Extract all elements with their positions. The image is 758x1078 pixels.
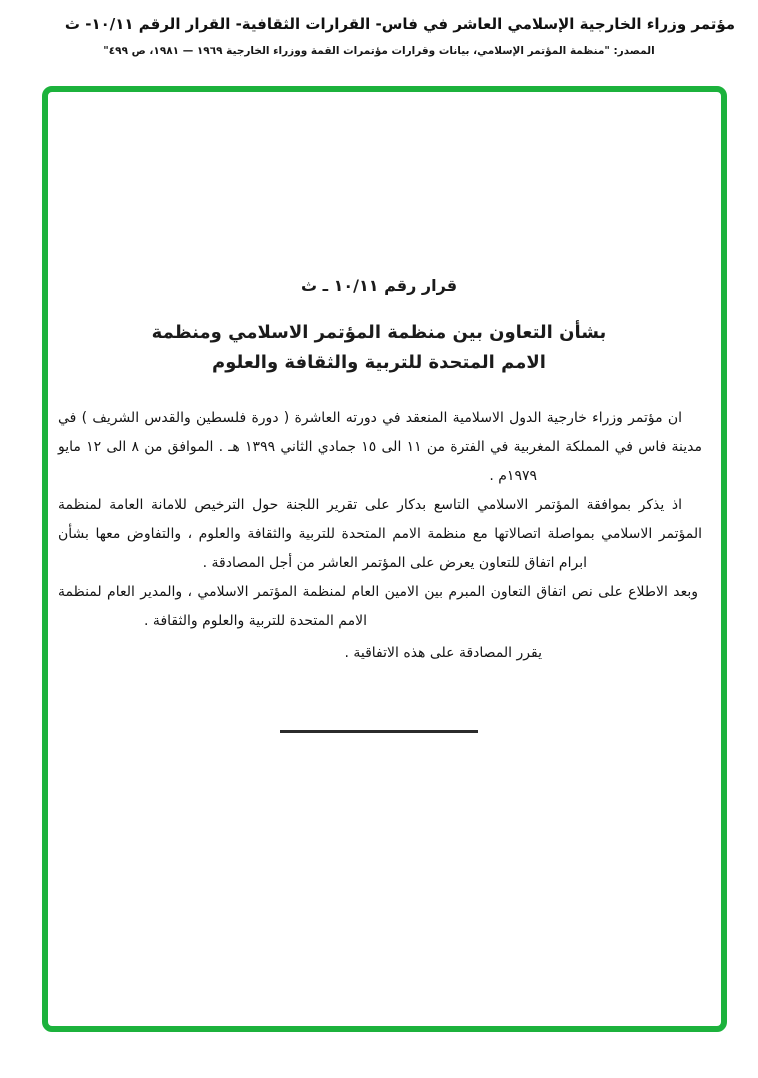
body-line: المؤتمر الاسلامي بمواصلة اتصالاتها مع منظمة الامم المتحدة للتربية والثقافة والعلوم ، والتفاوض معها بشأن (58, 526, 702, 542)
body-line: ان مؤتمر وزراء خارجية الدول الاسلامية المنعقد في دورته العاشرة ( دورة فلسطين والقدس الشريف ) في (58, 410, 682, 426)
header-conference-title: مؤتمر وزراء الخارجية الإسلامي العاشر في فاس- القرارات الثقافية- القرار الرقم ١٠/١١- ث (64, 15, 736, 33)
paragraph-recalling-ninth-conference (58, 491, 702, 578)
paragraph-preamble-session (58, 404, 702, 491)
resolution-subject-heading (0, 318, 758, 378)
body-line: الامم المتحدة للتربية والعلوم والثقافة . (144, 613, 367, 629)
body-line: يقرر المصادقة على هذه الاتفاقية . (344, 645, 542, 661)
body-line: ١٩٧٩م . (489, 468, 537, 484)
signature-divider-line (280, 730, 478, 733)
body-line: اذ يذكر بموافقة المؤتمر الاسلامي التاسع بدكار على تقرير اللجنة حول الترخيص للامانة العامة لمنظمة (58, 497, 682, 513)
body-line: ابرام اتفاق للتعاون يعرض على المؤتمر العاشر من أجل المصادقة . (202, 555, 587, 571)
header-source-citation: المصدر: "منظمة المؤتمر الإسلامي، بيانات وقرارات مؤتمرات القمة ووزراء الخارجية ١٩٦٩ — ١٩٨١، ص ٤٩٩" (103, 45, 655, 57)
resolution-body (58, 404, 702, 668)
resolution-number-heading: قرار رقم ١٠/١١ ـ ث (300, 276, 458, 295)
paragraph-having-reviewed-agreement (58, 578, 702, 636)
resolution-subject-line-2: الامم المتحدة للتربية والثقافة والعلوم (212, 352, 546, 373)
paragraph-decision (58, 639, 702, 668)
resolution-subject-line-1: بشأن التعاون بين منظمة المؤتمر الاسلامي ومنظمة (151, 322, 607, 343)
body-line: وبعد الاطلاع على نص اتفاق التعاون المبرم بين الامين العام لمنظمة المؤتمر الاسلامي ، والمدير العام لمنظمة (58, 584, 698, 600)
body-line: مدينة فاس في المملكة المغربية في الفترة من ١١ الى ١٥ جمادي الثاني ١٣٩٩ هـ . الموافق من ٨ الى ١٢ مايو (58, 439, 702, 455)
